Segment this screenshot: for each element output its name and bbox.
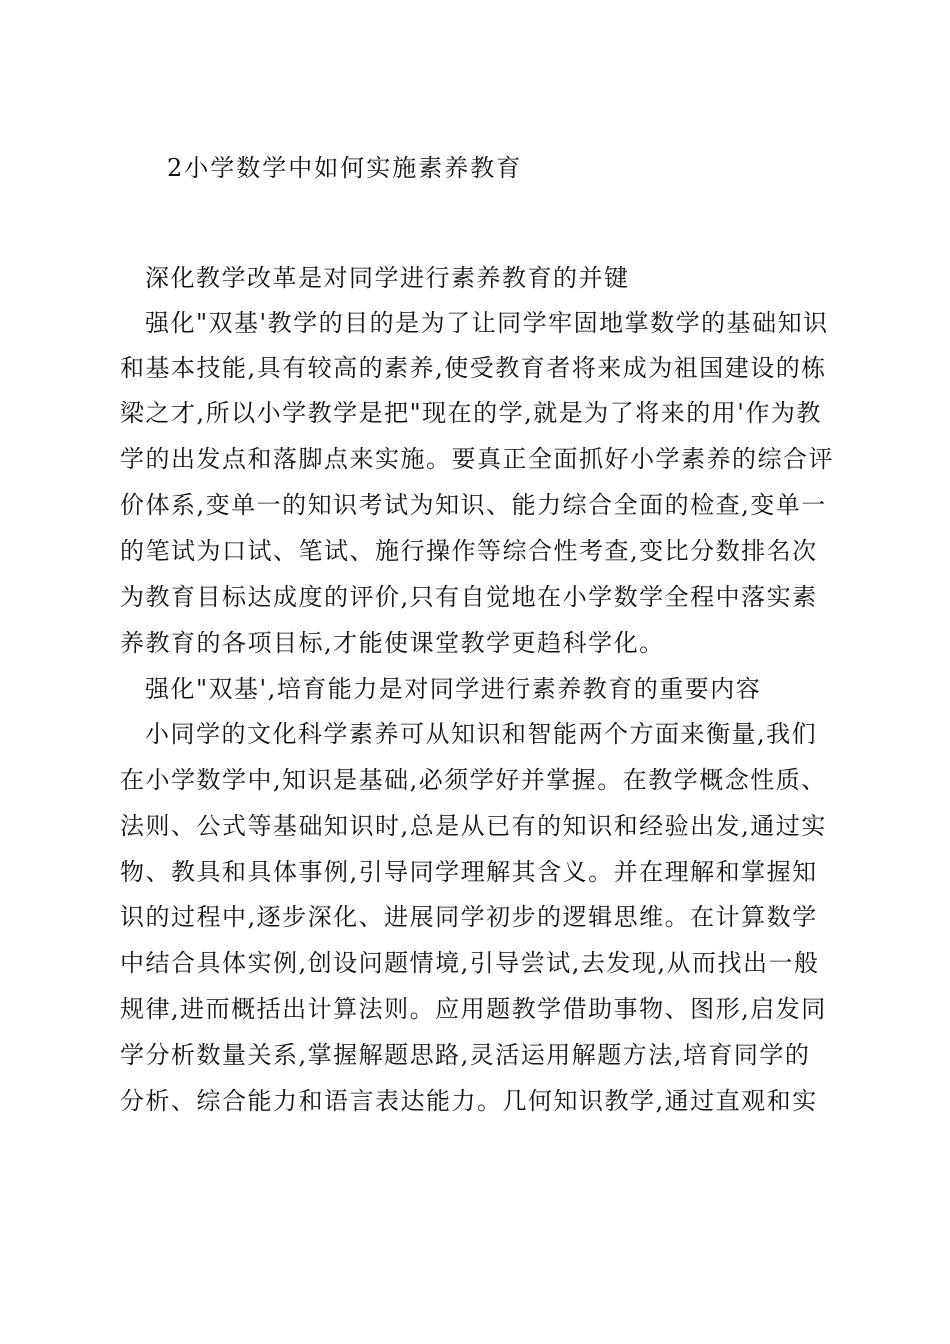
section-title: 2小学数学中如何实施素养教育 <box>167 154 523 182</box>
paragraph-line-13: 物、教具和具体事例,引导同学理解其含义。并在理解和掌握知 <box>120 858 818 886</box>
paragraph-line-17: 学分析数量关系,掌握解题思路,灵活运用解题方法,培育同学的 <box>120 1041 811 1069</box>
paragraph-line-12: 法则、公式等基础知识时,总是从已有的知识和经验出发,通过实 <box>120 812 827 840</box>
paragraph-line-2: 和基本技能,具有较高的素养,使受教育者将来成为祖国建设的栋 <box>120 354 827 382</box>
paragraph-line-6: 的笔试为口试、笔试、施行操作等综合性考查,变比分数排名次 <box>120 537 818 565</box>
paragraph-line-4: 学的出发点和落脚点来实施。要真正全面抓好小学素养的综合评 <box>120 445 834 473</box>
paragraph-line-18: 分析、综合能力和语言表达能力。几何知识教学,通过直观和实 <box>120 1087 818 1115</box>
paragraph-line-15: 中结合具体实例,创设问题情境,引导尝试,去发现,从而找出一般 <box>120 949 820 977</box>
paragraph-line-10: 小同学的文化科学素养可从知识和智能两个方面来衡量,我们 <box>145 720 818 748</box>
paragraph-line-7: 为教育目标达成度的评价,只有自觉地在小学数学全程中落实素 <box>120 583 818 611</box>
paragraph-line-3: 梁之才,所以小学教学是把"现在的学,就是为了将来的用'作为教 <box>120 399 822 427</box>
paragraph-line-1: 强化"双基'教学的目的是为了让同学牢固地掌数学的基础知识 <box>145 309 829 337</box>
paragraph-line-5: 价体系,变单一的知识考试为知识、能力综合全面的检查,变单一 <box>120 491 827 519</box>
paragraph-heading-1: 深化教学改革是对同学进行素养教育的并键 <box>145 264 630 292</box>
paragraph-line-8: 养教育的各项目标,才能使课堂教学更趋科学化。 <box>120 629 665 657</box>
paragraph-line-14: 识的过程中,逐步深化、进展同学初步的逻辑思维。在计算数学 <box>120 903 818 931</box>
paragraph-heading-2: 强化"双基',培育能力是对同学进行素养教育的重要内容 <box>145 675 762 703</box>
paragraph-line-16: 规律,进而概括出计算法则。应用题教学借助事物、图形,启发同 <box>120 995 827 1023</box>
paragraph-line-11: 在小学数学中,知识是基础,必须学好并掌握。在教学概念性质、 <box>120 766 827 794</box>
